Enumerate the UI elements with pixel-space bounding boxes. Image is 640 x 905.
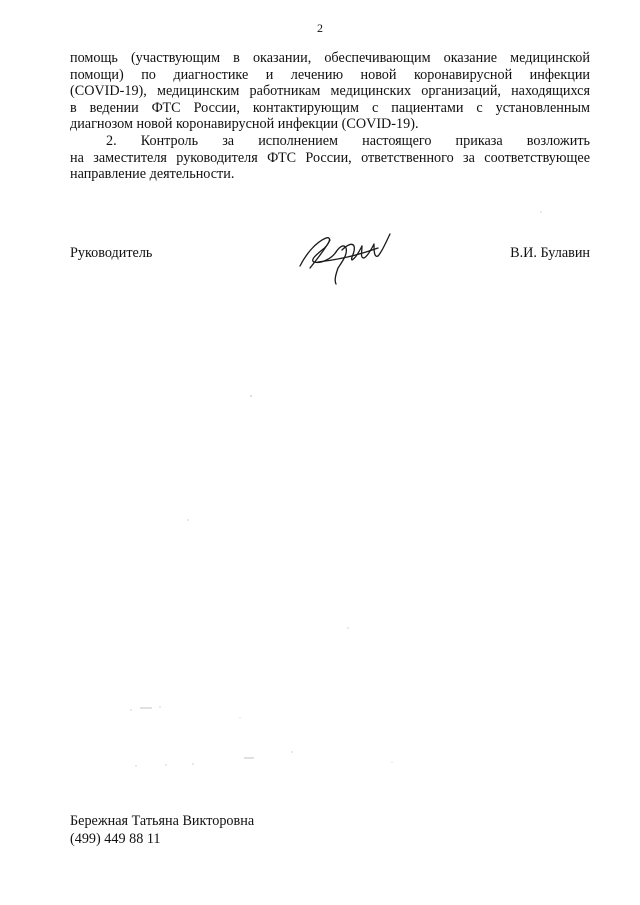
page-number: 2	[317, 21, 323, 35]
executor-name: Бережная Татьяна Викторовна	[70, 813, 255, 829]
text-line: направление деятельности.	[70, 166, 235, 183]
document-body	[70, 50, 590, 183]
paragraph-2	[70, 133, 590, 183]
signer-title: Руководитель	[70, 245, 153, 261]
handwritten-signature	[296, 228, 396, 286]
text-line: 2. Контроль за исполнением настоящего приказа возложить	[106, 132, 590, 149]
text-line: диагнозом новой коронавирусной инфекции (COVID-19).	[70, 116, 419, 133]
paragraph-1	[70, 50, 590, 133]
executor-phone: (499) 449 88 11	[70, 831, 161, 847]
signer-name: В.И. Булавин	[510, 245, 590, 261]
executor-info	[70, 812, 254, 848]
text-line: (COVID-19), медицинским работникам медицинских организаций, находящихся	[70, 83, 590, 100]
text-line: помощи) по диагностике и лечению новой коронавирусной инфекции	[70, 66, 590, 83]
text-line: в ведении ФТС России, контактирующим с пациентами с установленным	[70, 99, 590, 116]
text-line: на заместителя руководителя ФТС России, ответственного за соответствующее	[70, 149, 590, 166]
text-line: помощь (участвующим в оказании, обеспечивающим оказание медицинской	[70, 50, 590, 66]
